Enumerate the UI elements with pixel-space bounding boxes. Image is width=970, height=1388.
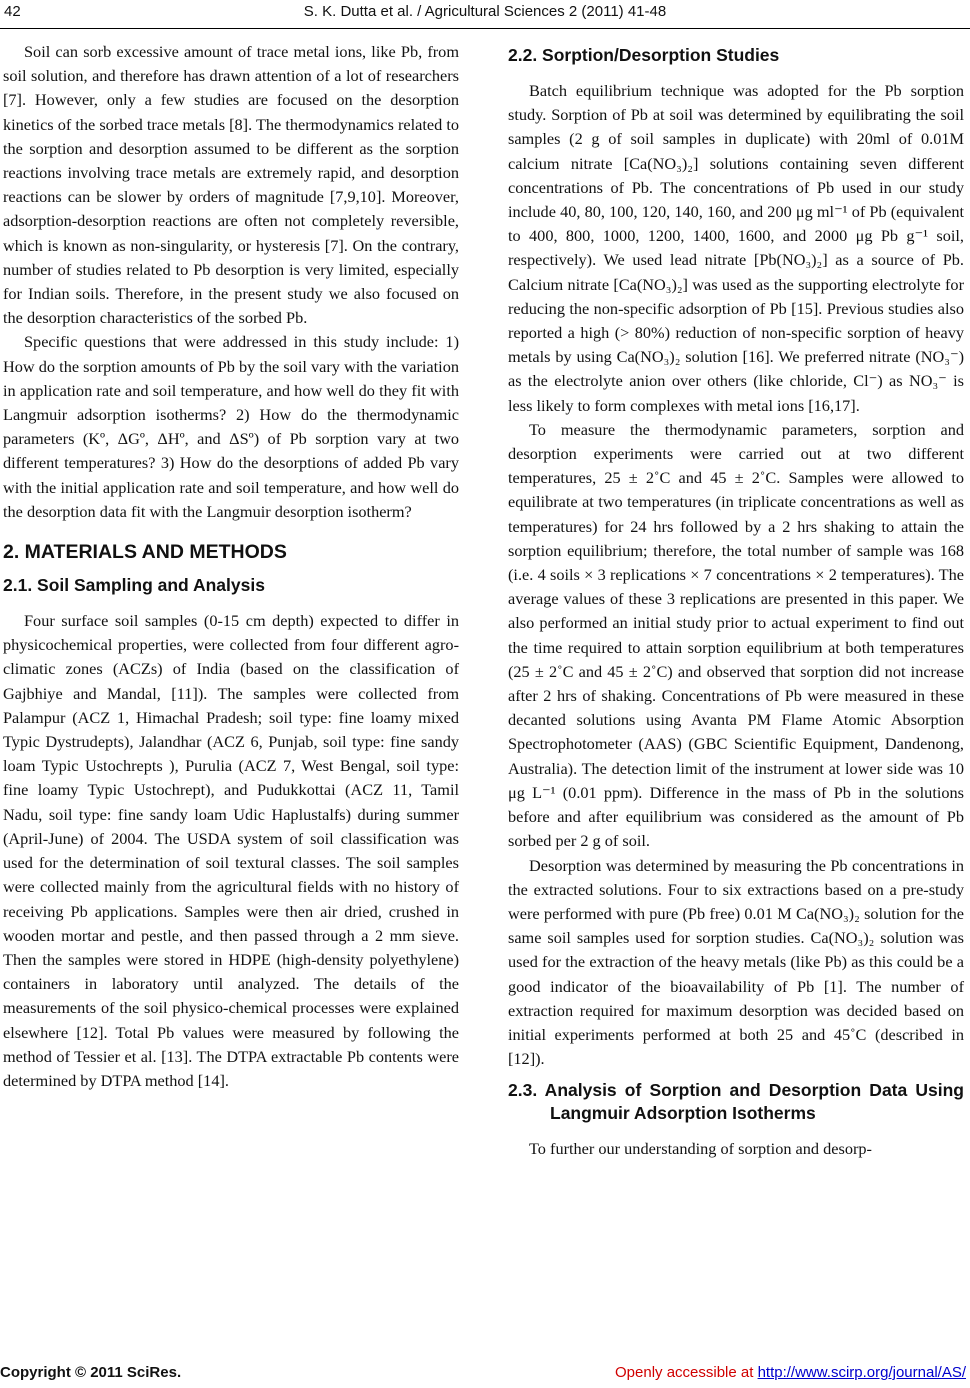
running-head: S. K. Dutta et al. / Agricultural Sciences 2 (2011) 41-48 [303,3,667,20]
paragraph-langmuir-start: To further our understanding of sorption and desorp- [529,1139,872,1159]
open-access-notice [615,1364,966,1381]
paragraph-soil-sampling: Four surface soil samples (0-15 cm depth) expected to differ in physicochemical properties, were collected from four different agro-climatic zones (ACZs) of India (based on the classification of Gajbhiye and Mandal, [11]). The samples were collected from Palampur (ACZ 1, Himachal Pradesh; soil type: fine loamy mixed Typic Dystrudepts), Jalandhar (ACZ 6, Punjab, soil type: fine sandy loam Typic Ustochrepts ), Purulia (ACZ 7, West Bengal, soil type: fine loamy Typic Ustochrept), and Pudukkottai (ACZ 11, Tamil Nadu, soil type: fine sandy loam Udic Haplustalfs) during summer (April-June) of 2004. The USDA system of soil classification was used for the determination of soil textural classes. The soil samples were collected mainly from the agricultural fields with no history of receiving Pb applications. Samples were then air dried, crushed in wooden mortar and pestle, and then passed through a 2 mm sieve. Then the samples were stored in HDPE (high-density polyethylene) containers in laboratory until analyzed. The details of the measurements of the soil physico-chemical processes were explained elsewhere [12]. Total Pb values were measured by following the method of Tessier et al. [13]. The DTPA extractable Pb contents were determined by DTPA method [14]. [3,611,459,1090]
subsection-heading-sorption-desorption: 2.2. Sorption/Desorption Studies [508,45,780,65]
paragraph-intro-1: Soil can sorb excessive amount of trace metal ions, like Pb, from soil solution, and therefore has drawn attention of a lot of researchers [7]. However, only a few studies are focused on the desorption kinetics of the sorbed trace metals [8]. The thermodynamics related to the sorption and desorption assumed to be different as the sorption reactions involving trace metals are extremely rapid, and desorption reactions can be slower by orders of magnitude [7,9,10]. Moreover, adsorption-desorption reactions are often not completely reversible, which is known as non-singularity, or hysteresis [7]. On the contrary, number of studies related to Pb desorption is very limited, especially for Indian soils. Therefore, in the present study we also focused on the desorption characteristics of the sorbed Pb. [3,42,459,328]
paragraph-desorption: Desorption was determined by measuring the Pb concentrations in the extracted solutions. Four to six extractions based on a pre-study were performed with pure (Pb free) 0.01 M Ca(NO₃)₂ solution for the same soil samples used for sorption studies. Ca(NO₃)₂ solution was used for the extraction of the heavy metals (like Pb) as this could be a good indicator of the bioavailability of Pb [1]. The number of extraction required for maximum desorption was decided based on initial experiments performed at both 25 and 45˚C (described in [12]). [508,855,964,1069]
journal-link[interactable]: http://www.scirp.org/journal/AS/ [757,1364,966,1381]
left-column [3,40,459,1093]
subsection-heading-langmuir: 2.3. Analysis of Sorption and Desorption Data Using Langmuir Adsorption Isotherms [508,1080,964,1124]
subsection-heading-soil-sampling: 2.1. Soil Sampling and Analysis [3,575,265,596]
paragraph-batch-equilibrium: Batch equilibrium technique was adopted for the Pb sorption study. Sorption of Pb at soil was determined by equilibrating the soil samples (2 g of soil samples in duplicate) with 20ml of 0.01M calcium nitrate [Ca(NO₃)₂] solutions containing seven different concentrations of Pb. The concentrations of Pb used in our study include 40, 80, 100, 120, 140, 160, and 200 μg ml⁻¹ of Pb (equivalent to 400, 800, 1000, 1200, 1400, 1600, and 2000 μg Pb g⁻¹ soil, respectively). We used lead nitrate [Pb(NO₃)₂] as a source of Pb. Calcium nitrate [Ca(NO₃)₂] was used as the supporting electrolyte for reducing the non-specific adsorption of Pb [15]. Previous studies also reported a high (> 80%) reduction of non-specific sorption of heavy metals by using Ca(NO₃)₂ solution [16]. We preferred nitrate (NO₃⁻) as the electrolyte anion over others (like chloride, Cl⁻) as NO₃⁻ is less likely to form complexes with metal ions [16,17]. [508,81,964,415]
copyright-notice: Copyright © 2011 SciRes. [0,1364,182,1381]
paragraph-thermodynamic: To measure the thermodynamic parameters, sorption and desorption experiments were carried out at two different temperatures, 25 ± 2˚C and 45 ± 2˚C. Samples were allowed to equilibrate at two temperatures (in triplicate concentrations as well as temperatures) for 24 hrs followed by a 2 hrs shaking to attain the sorption equilibrium; therefore, the total number of sample was 168 (i.e. 4 soils × 3 replications × 7 concentrations × 2 temperatures). The average values of these 3 replications are presented in this paper. We also performed an initial study prior to actual experiment to find out the time required to attain sorption equilibrium at both temperatures (25 ± 2˚C and 45 ± 2˚C) and observed that sorption did not increase after 2 hrs of shaking. Concentrations of Pb were measured in these decanted solutions using Avanta PM Flame Atomic Absorption Spectrophotometer (AAS) (GBC Scientific Equipment, Dandenong, Australia). The detection limit of the instrument at lower side was 10 μg L⁻¹ (0.01 ppm). Difference in the mass of Pb in the solutions before and after equilibrium was considered as the amount of Pb sorbed per 2 g of soil. [508,419,964,851]
page-header [0,0,970,29]
open-access-label: Openly accessible at [615,1364,758,1381]
right-column [508,44,964,1162]
page-number: 42 [4,3,21,20]
paragraph-intro-2: Specific questions that were addressed in this study include: 1) How do the sorption amounts of Pb by the soil vary with the variation in application rate and soil temperature, and how well do they fit with Langmuir adsorption isotherms? 2) How do the thermodynamic parameters (Kº, ΔGº, ΔHº, and ΔSº) of Pb sorption vary at two different temperatures? 3) How do the desorptions of added Pb vary with the initial application rate and soil temperature, and how well do the desorption data fit with the Langmuir desorption isotherm? [3,332,459,521]
section-heading-materials-methods: 2. MATERIALS AND METHODS [3,541,287,564]
